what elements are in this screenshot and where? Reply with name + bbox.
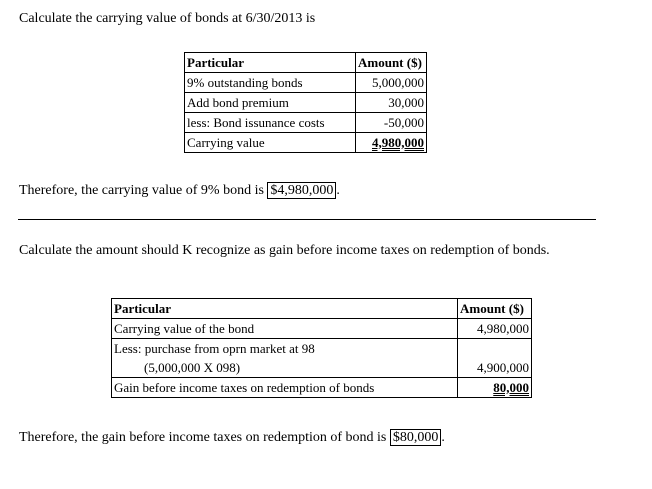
table-header-row (112, 299, 532, 319)
section2-intro: Calculate the amount should K recognize as gain before income taxes on redemption of bonds. (19, 243, 550, 258)
row-amount: 5,000,000 (356, 73, 427, 93)
row-label: less: Bond issunance costs (185, 113, 356, 133)
row-label: Carrying value of the bond (112, 319, 458, 339)
total-label: Carrying value (185, 133, 356, 153)
table-total-row (112, 378, 532, 398)
row-label: Add bond premium (185, 93, 356, 113)
column-header-amount: Amount ($) (458, 299, 532, 319)
column-header-amount: Amount ($) (356, 53, 427, 73)
column-header-particular: Particular (112, 299, 458, 319)
table-header-row (185, 53, 427, 73)
answer-box: $4,980,000 (267, 182, 336, 199)
total-amount (458, 378, 532, 398)
conclusion-period: . (336, 183, 340, 198)
section1-intro: Calculate the carrying value of bonds at 6/30/2013 is (19, 11, 316, 26)
total-amount (356, 133, 427, 153)
row-label: 9% outstanding bonds (185, 73, 356, 93)
table-row (112, 339, 532, 359)
table-row (185, 73, 427, 93)
gain-table (111, 298, 532, 398)
carrying-value-table (184, 52, 427, 153)
row-amount: 4,900,000 (458, 358, 532, 378)
conclusion-text: Therefore, the gain before income taxes on redemption of bond is (19, 430, 390, 445)
table-row (185, 113, 427, 133)
answer-box: $80,000 (390, 429, 442, 446)
row-amount: -50,000 (356, 113, 427, 133)
row-label: (5,000,000 X 098) (112, 358, 458, 378)
total-label: Gain before income taxes on redemption of bonds (112, 378, 458, 398)
row-amount: 30,000 (356, 93, 427, 113)
column-header-particular: Particular (185, 53, 356, 73)
total-amount-value: 4,980,000 (372, 134, 424, 150)
row-amount (458, 339, 532, 359)
section-divider (18, 219, 596, 220)
section2-conclusion (19, 428, 445, 447)
table-row (185, 93, 427, 113)
conclusion-text: Therefore, the carrying value of 9% bond is (19, 183, 268, 198)
section1-conclusion (19, 181, 340, 200)
table-row (112, 319, 532, 339)
table-row (112, 358, 532, 378)
table-total-row (185, 133, 427, 153)
row-label: Less: purchase from oprn market at 98 (112, 339, 458, 359)
conclusion-period: . (441, 430, 445, 445)
total-amount-value: 80,000 (493, 379, 529, 395)
row-amount: 4,980,000 (458, 319, 532, 339)
